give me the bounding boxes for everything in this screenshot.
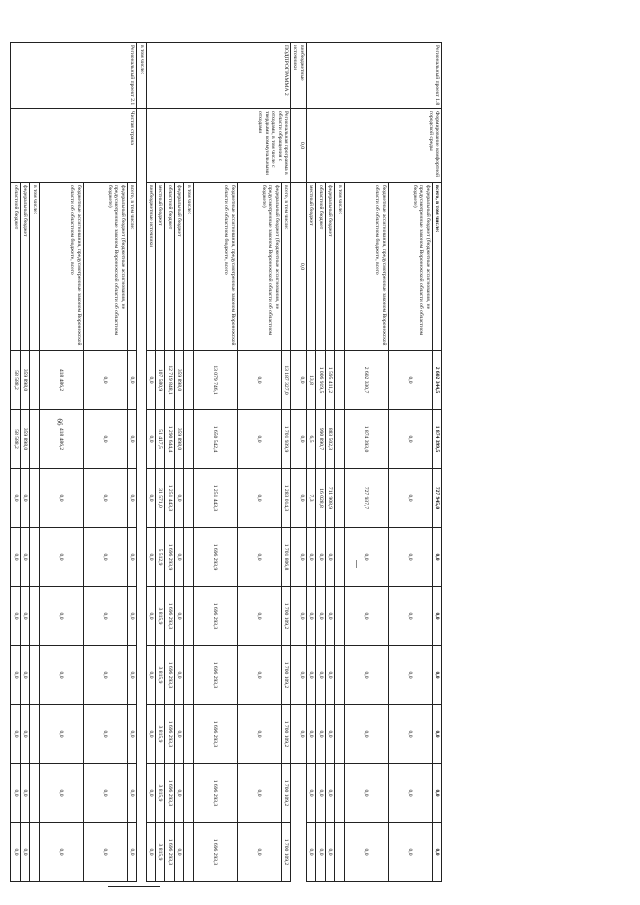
funding-source-cell: федеральный бюджет (бюджетные ассигнования, не предусмотренные законом Воронежской области об областном бюджете)	[83, 183, 127, 351]
value-cell: 0,0	[146, 351, 155, 410]
value-cell: 0,0	[237, 646, 281, 705]
value-cell: 0,0	[146, 587, 155, 646]
value-cell: 1 290 644,4	[165, 410, 174, 469]
value-cell: 0,0	[291, 705, 307, 764]
value-cell: 58 588,2	[11, 410, 20, 469]
funding-source-cell: областной бюджет	[11, 183, 20, 351]
value-cell: 418 486,2	[39, 351, 83, 410]
value-cell	[184, 587, 193, 646]
value-cell: 16 028,8	[316, 469, 325, 528]
value-cell: 0,0	[20, 469, 29, 528]
value-cell: 0,0	[39, 823, 83, 882]
value-cell: 883 502,3	[325, 410, 334, 469]
value-cell: 0,0	[11, 764, 20, 823]
value-cell: 0,0	[39, 764, 83, 823]
funding-source-cell: федеральный бюджет (бюджетные ассигнования, не предусмотренные законом Воронежской области об областном бюджете)	[237, 183, 281, 351]
value-cell: 1 696 293,3	[165, 587, 174, 646]
value-cell: 0,0	[174, 469, 183, 528]
value-cell: 0,0	[127, 351, 136, 410]
value-cell: 0,0	[306, 587, 315, 646]
value-cell: 0,0	[174, 823, 183, 882]
value-cell	[30, 705, 39, 764]
value-cell	[184, 469, 193, 528]
value-cell: 1 696 293,3	[193, 764, 237, 823]
funding-source-cell: местный бюджет	[306, 183, 315, 351]
value-cell: 0,0	[146, 410, 155, 469]
value-cell: 0,0	[316, 587, 325, 646]
value-cell: 0,0	[325, 646, 334, 705]
funding-source-cell: внебюджетные источники	[291, 43, 307, 109]
value-cell: 0,0	[11, 528, 20, 587]
value-cell: 0,0	[306, 764, 315, 823]
value-cell: 0,0	[325, 764, 334, 823]
value-cell: 0,0	[291, 109, 307, 183]
value-cell: 13,8	[306, 351, 315, 410]
value-cell: 0,0	[306, 705, 315, 764]
value-cell: 0,0	[344, 587, 388, 646]
value-cell: 0,0	[432, 764, 441, 823]
funding-source-cell: бюджетные ассигнования, предусмотренные законом Воронежской области об областном бюджете, всего	[39, 183, 83, 351]
funding-source-cell: внебюджетные источники	[146, 183, 155, 351]
value-cell: 0,0	[39, 587, 83, 646]
value-cell: 0,0	[20, 646, 29, 705]
value-cell: 0,0	[146, 469, 155, 528]
program-cell: ПОДПРОГРАММА 2	[146, 43, 291, 109]
value-cell: 990 890,7	[316, 410, 325, 469]
value-cell: 13 187 327,0	[281, 351, 290, 410]
value-cell: 0,0	[83, 410, 127, 469]
value-cell: 0,0	[388, 823, 432, 882]
value-cell: 0,0	[344, 705, 388, 764]
value-cell: 0,0	[432, 528, 441, 587]
funding-source-cell: областной бюджет	[316, 183, 325, 351]
value-cell: 727 937,7	[344, 469, 388, 528]
value-cell: 1 700 109,2	[281, 646, 290, 705]
value-cell: 359 898,0	[174, 351, 183, 410]
budget-table	[10, 42, 442, 882]
value-cell	[184, 351, 193, 410]
value-cell: 0,0	[20, 764, 29, 823]
program-name-cell: Региональная программа в области обращения с отходами, в том числе с твердыми коммунальными отходами	[146, 109, 291, 183]
value-cell: 0,0	[127, 528, 136, 587]
value-cell: 0,0	[388, 351, 432, 410]
value-cell: 0,0	[11, 705, 20, 764]
value-cell: 3 815,9	[155, 823, 164, 882]
program-cell: Региональный проект 1.8	[306, 43, 441, 109]
value-cell: 3 815,9	[155, 705, 164, 764]
value-cell: 0,0	[83, 646, 127, 705]
value-cell: 0,0	[127, 705, 136, 764]
value-cell: 0,0	[344, 646, 388, 705]
value-cell: 1 696 293,9	[193, 528, 237, 587]
funding-source-cell: в том числе:	[184, 183, 193, 351]
value-cell: 0,0	[306, 823, 315, 882]
value-cell: 0,0	[237, 351, 281, 410]
value-cell: 1 696 293,3	[193, 587, 237, 646]
value-cell: 3 815,9	[155, 587, 164, 646]
value-cell: 0,0	[388, 646, 432, 705]
value-cell	[30, 646, 39, 705]
value-cell	[30, 351, 39, 410]
value-cell: 1 874 393,0	[344, 410, 388, 469]
value-cell: 0,0	[83, 823, 127, 882]
value-cell: 0,0	[316, 764, 325, 823]
value-cell: 1 006 919,5	[316, 351, 325, 410]
value-cell: 0,0	[432, 823, 441, 882]
value-cell	[30, 823, 39, 882]
value-cell: 1 696 293,3	[165, 823, 174, 882]
value-cell: 1 283 014,3	[281, 469, 290, 528]
value-cell: 0,0	[83, 351, 127, 410]
value-cell: 1 696 293,3	[193, 823, 237, 882]
value-cell: 0,0	[237, 410, 281, 469]
value-cell: 0,0	[388, 410, 432, 469]
value-cell	[335, 705, 344, 764]
funding-source-cell: федеральный бюджет	[20, 183, 29, 351]
budget-table-body	[11, 43, 442, 882]
value-cell: 0,0	[39, 705, 83, 764]
value-cell: 0,0	[237, 587, 281, 646]
value-cell: 0,0	[237, 469, 281, 528]
section-label-row	[137, 43, 146, 882]
value-cell: 0,0	[83, 764, 127, 823]
value-cell: 0,0	[83, 587, 127, 646]
value-cell: 0,0	[291, 183, 307, 351]
value-cell: 0,0	[11, 587, 20, 646]
value-cell: 0,0	[316, 646, 325, 705]
value-cell	[335, 469, 344, 528]
value-cell: 5 512,9	[155, 528, 164, 587]
value-cell: 51 417,5	[155, 410, 164, 469]
value-cell: 13 079 746,1	[193, 351, 237, 410]
funding-source-cell: всего, в том числе:	[127, 183, 136, 351]
value-cell: 1 251 443,3	[165, 469, 174, 528]
value-cell: 0,0	[146, 646, 155, 705]
value-cell	[335, 351, 344, 410]
value-cell: 0,0	[237, 528, 281, 587]
funding-source-cell: бюджетные ассигнования, предусмотренные законом Воронежской области об областном бюджете, всего	[344, 183, 388, 351]
value-cell: 0,0	[146, 823, 155, 882]
value-cell: 0,0	[388, 764, 432, 823]
value-cell: 1 874 399,5	[432, 410, 441, 469]
value-cell: 1 696 293,3	[193, 705, 237, 764]
table-row	[432, 43, 441, 882]
value-cell: 0,0	[325, 587, 334, 646]
value-cell: 0,0	[127, 823, 136, 882]
value-cell: 3 815,9	[155, 764, 164, 823]
value-cell: 0,0	[291, 410, 307, 469]
value-cell: 1 700 109,2	[281, 764, 290, 823]
value-cell: 0,0	[388, 528, 432, 587]
value-cell: 0,0	[237, 764, 281, 823]
value-cell: 31 571,0	[155, 469, 164, 528]
funding-source-cell: всего, в том числе:	[281, 183, 290, 351]
value-cell: 0,0	[316, 528, 325, 587]
funding-source-cell: в том числе:	[335, 183, 344, 351]
value-cell	[335, 528, 344, 587]
value-cell: 0,0	[174, 646, 183, 705]
value-cell	[184, 705, 193, 764]
table-row	[281, 43, 290, 882]
value-cell	[335, 646, 344, 705]
value-cell: 0,0	[20, 587, 29, 646]
value-cell: 0,0	[20, 528, 29, 587]
value-cell: 0,0	[20, 705, 29, 764]
value-cell: 0,0	[388, 705, 432, 764]
value-cell: 0,0	[83, 705, 127, 764]
value-cell: 359 898,0	[20, 351, 29, 410]
value-cell: 1 700 109,2	[281, 587, 290, 646]
program-name-cell: Чистая страна	[11, 109, 137, 183]
value-cell	[184, 410, 193, 469]
value-cell: 1 700 109,2	[281, 705, 290, 764]
value-cell: 359 898,0	[174, 410, 183, 469]
value-cell: 2 602 330,7	[344, 351, 388, 410]
value-cell: 0,0	[432, 705, 441, 764]
value-cell: 0,0	[291, 351, 307, 410]
value-cell: 0,0	[291, 469, 307, 528]
value-cell: 0,0	[83, 528, 127, 587]
value-cell: 0,0	[344, 528, 388, 587]
value-cell: 0,0	[388, 587, 432, 646]
value-cell: 0,0	[127, 587, 136, 646]
value-cell: 0,0	[39, 469, 83, 528]
footnote-rule	[108, 886, 160, 887]
funding-source-cell: федеральный бюджет	[325, 183, 334, 351]
value-cell	[30, 410, 39, 469]
value-cell: 0,0	[306, 528, 315, 587]
value-cell: 727 945,0	[432, 469, 441, 528]
value-cell: 12 719 848,1	[165, 351, 174, 410]
program-name-cell: Формирование комфортной городской среды	[306, 109, 441, 183]
value-cell: 0,0	[237, 823, 281, 882]
page-number: 66	[55, 418, 64, 426]
value-cell: 1 700 109,2	[281, 823, 290, 882]
value-cell: 0,0	[325, 705, 334, 764]
value-cell: 1 251 443,3	[193, 469, 237, 528]
value-cell: 0,0	[325, 823, 334, 882]
value-cell	[184, 646, 193, 705]
value-cell: 1 696 293,3	[165, 705, 174, 764]
value-cell: 0,0	[83, 469, 127, 528]
value-cell	[30, 528, 39, 587]
value-cell: 0,0	[174, 705, 183, 764]
value-cell: 6,5	[306, 410, 315, 469]
value-cell: 107 580,9	[155, 351, 164, 410]
value-cell: 0,0	[325, 528, 334, 587]
value-cell	[184, 528, 193, 587]
value-cell: 0,0	[11, 646, 20, 705]
value-cell: 2 602 344,5	[432, 351, 441, 410]
value-cell: 0,0	[291, 646, 307, 705]
value-cell	[30, 469, 39, 528]
value-cell: 1 696 293,3	[193, 646, 237, 705]
section-label: в том числе:	[137, 43, 146, 109]
value-cell: 0,0	[291, 528, 307, 587]
value-cell	[30, 764, 39, 823]
funding-source-cell: местный бюджет	[155, 183, 164, 351]
value-cell: 0,0	[344, 823, 388, 882]
value-cell: 0,0	[316, 823, 325, 882]
table-row	[127, 43, 136, 882]
value-cell: 0,0	[306, 646, 315, 705]
program-cell: Региональный проект 2.1	[11, 43, 137, 109]
value-cell: 1 696 293,9	[165, 528, 174, 587]
funding-source-cell: всего, в том числе:	[432, 183, 441, 351]
funding-source-cell: областной бюджет	[165, 183, 174, 351]
value-cell: 0,0	[11, 469, 20, 528]
funding-source-cell: федеральный бюджет	[174, 183, 183, 351]
value-cell: 58 588,2	[11, 351, 20, 410]
value-cell: 1 701 806,8	[281, 528, 290, 587]
funding-source-cell: федеральный бюджет (бюджетные ассигнования, не предусмотренные законом Воронежской области об областном бюджете)	[388, 183, 432, 351]
value-cell: 0,0	[39, 528, 83, 587]
value-cell: 418 486,2	[39, 410, 83, 469]
funding-source-cell: в том числе:	[30, 183, 39, 351]
value-cell: 0,0	[127, 410, 136, 469]
funding-source-cell: бюджетные ассигнования, предусмотренные законом Воронежской области об областном бюджете, всего	[193, 183, 237, 351]
value-cell: 0,0	[39, 646, 83, 705]
value-cell: 0,0	[174, 764, 183, 823]
value-cell: 7,3	[306, 469, 315, 528]
value-cell: 1 701 939,9	[281, 410, 290, 469]
value-cell: 0,0	[291, 587, 307, 646]
value-cell	[184, 823, 193, 882]
value-cell: 0,0	[20, 823, 29, 882]
value-cell	[335, 764, 344, 823]
value-cell: 1 696 293,3	[165, 646, 174, 705]
value-cell: 0,0	[344, 764, 388, 823]
value-cell	[335, 587, 344, 646]
value-cell: 0,0	[146, 528, 155, 587]
value-cell: 0,0	[146, 705, 155, 764]
value-cell: 3 815,9	[155, 646, 164, 705]
value-cell	[335, 823, 344, 882]
value-cell: 0,0	[11, 823, 20, 882]
value-cell: 0,0	[127, 646, 136, 705]
value-cell: 0,0	[316, 705, 325, 764]
value-cell: 0,0	[432, 587, 441, 646]
value-cell: 0,0	[127, 764, 136, 823]
value-cell: 0,0	[146, 764, 155, 823]
value-cell: 0,0	[388, 469, 432, 528]
value-cell: 0,0	[174, 528, 183, 587]
empty-cell	[137, 109, 146, 882]
value-cell: 0,0	[432, 646, 441, 705]
value-cell: 359 898,0	[20, 410, 29, 469]
value-cell: 0,0	[127, 469, 136, 528]
value-cell: 1 595 411,2	[325, 351, 334, 410]
value-cell: 711 908,9	[325, 469, 334, 528]
value-cell: 0,0	[237, 705, 281, 764]
value-cell: 0,0	[174, 587, 183, 646]
value-cell	[335, 410, 344, 469]
value-cell	[30, 587, 39, 646]
value-cell	[184, 764, 193, 823]
value-cell: 1 696 293,3	[165, 764, 174, 823]
table-row	[291, 43, 307, 882]
value-cell: 1 650 542,4	[193, 410, 237, 469]
